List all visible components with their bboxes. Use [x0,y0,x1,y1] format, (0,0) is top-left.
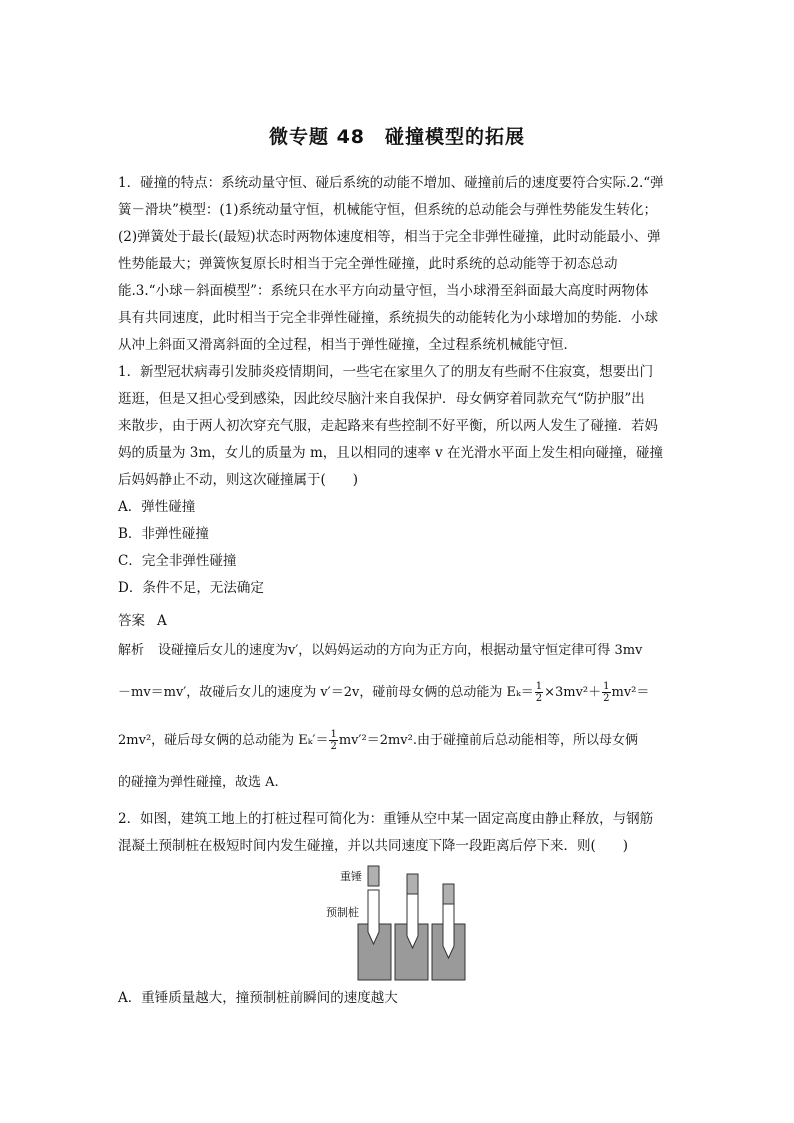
intro-paragraph [118,170,676,359]
option-a: A．弹性碰撞 [118,499,196,515]
hammer-label: 重锤 [340,870,362,883]
fraction-denominator: 2 [535,693,543,704]
page-title: 微专题 48 碰撞模型的拓展 [268,126,526,148]
pile-label: 预制桩 [326,906,359,919]
intro-line: 能.3.“小球－斜面模型”：系统只在水平方向动量守恒，当小球滑至斜面最大高度时两物体 [118,283,649,299]
fraction-numerator: 1 [330,729,337,740]
solution-text: mv²＝ [611,685,650,700]
fraction-numerator: 1 [535,681,543,692]
pile-1 [368,890,379,944]
solution-line-4: 的碰撞为弹性碰撞，故选 A. [118,775,279,790]
solution-text: mv′²＝2mv².由于碰撞前后总动能相等，所以母女俩 [338,733,638,748]
answer-value: A [157,613,167,629]
intro-line: 簧－滑块”模型：(1)系统动量守恒，机械能守恒，但系统的总动能会与弹性势能发生转化； [118,202,658,218]
solution-text: －mv＝mv′，故碰后女儿的速度为 v′＝2v，碰前母女俩的总动能为 Eₖ＝ [118,685,534,700]
intro-line: 具有共同速度，此时相当于完全非弹性碰撞，系统损失的动能转化为小球增加的势能．小球 [118,310,658,326]
question-line: 逛逛，但是又担心受到感染，因此绞尽脑汁来自我保护．母女俩穿着同款充气“防护服”出 [118,391,645,407]
fraction-one-half [329,729,337,752]
answer-line [118,609,167,629]
hammer-1 [368,866,379,886]
intro-line: 从冲上斜面又滑离斜面的全过程，相当于弹性碰撞，全过程系统机械能守恒． [118,337,577,353]
intro-line: 性势能最大；弹簧恢复原长时相当于完全弹性碰撞，此时系统的总动能等于初态总动 [118,256,618,272]
solution-label: 解析 [118,643,145,658]
question-line: 2．如图，建筑工地上的打桩过程可简化为：重锤从空中某一固定高度由静止释放，与钢筋 [118,811,654,827]
fraction-one-half [602,681,610,704]
fraction-numerator: 1 [603,681,610,692]
question-1-stem [118,359,676,494]
question-2-stem [118,806,676,860]
pile-driving-figure [320,862,480,984]
fraction-one-half [535,681,543,704]
question-line: 混凝土预制桩在极短时间内发生碰撞，并以共同速度下降一段距离后停下来．则( ) [118,838,629,854]
question-line: 1．新型冠状病毒引发肺炎疫情期间，一些宅在家里久了的朋友有些耐不住寂寞，想要出门 [118,364,654,380]
pile-3 [443,904,454,958]
intro-line: (2)弹簧处于最长(最短)状态时两物体速度相等，相当于完全非弹性碰撞，此时动能最小、弹 [118,229,661,245]
question-line: 妈的质量为 3m，女儿的质量为 m，且以相同的速率 v 在光滑水平面上发生相向碰撞，碰撞 [118,445,663,461]
fraction-denominator: 2 [330,741,337,752]
hammer-2 [407,874,418,894]
option-c: C．完全非弹性碰撞 [118,553,237,569]
solution-line-1 [118,636,678,666]
intro-line: 1．碰撞的特点：系统动量守恒、碰后系统的动能不增加、碰撞前后的速度要符合实际.2.“弹 [118,175,664,191]
solution-line-2 [118,678,678,708]
option-b: B．非弹性碰撞 [118,526,209,542]
solution-text: 2mv²，碰后母女俩的总动能为 Eₖ′＝ [118,733,329,748]
solution-line-3 [118,726,678,756]
fraction-denominator: 2 [603,693,610,704]
pile-2 [407,894,418,948]
answer-label: 答案 [118,613,145,629]
option-d: D．条件不足，无法确定 [118,580,264,596]
question-line: 来散步，由于两人初次穿充气服，走起路来有些控制不好平衡，所以两人发生了碰撞．若妈 [118,418,658,434]
solution-text: ×3mv²＋ [544,685,602,700]
question-line: 后妈妈静止不动，则这次碰撞属于( ) [118,472,359,488]
question-2-option-a: A．重锤质量越大，撞预制桩前瞬间的速度越大 [118,990,398,1006]
hammer-3 [443,884,454,904]
solution-text: 设碰撞后女儿的速度为v′，以妈妈运动的方向为正方向，根据动量守恒定律可得 3mv [158,643,643,658]
